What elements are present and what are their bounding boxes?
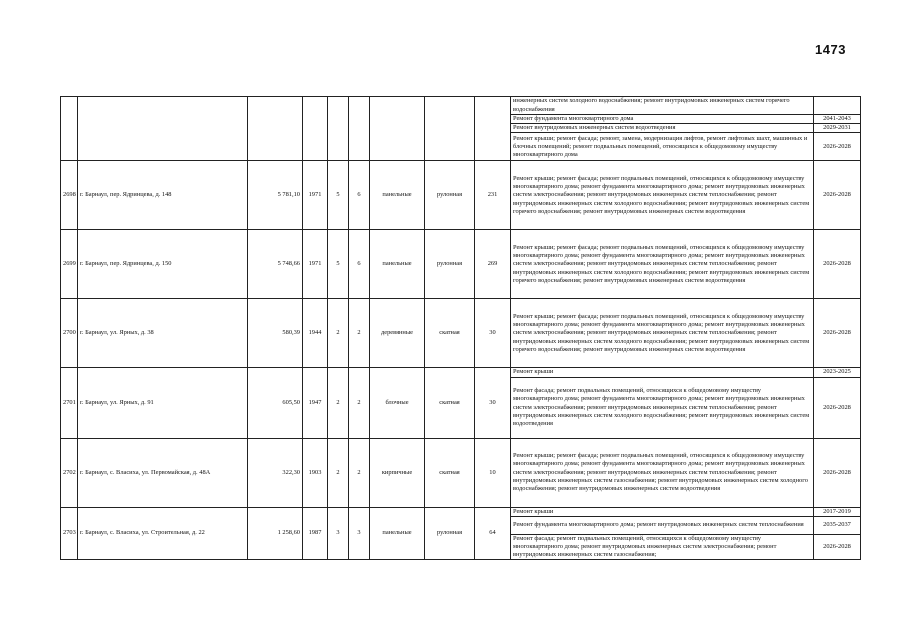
address-cell: г. Барнаул, с. Власиха, ул. Строительная, д. 22 [78, 507, 248, 560]
work-cell: Ремонт фундамента многоквартирного дома [511, 115, 814, 124]
entrances-cell: 2 [349, 368, 370, 438]
entrances-cell: 2 [349, 438, 370, 507]
empty-cell [475, 97, 511, 161]
wall-material-cell: деревянные [370, 299, 425, 368]
table-row [61, 368, 861, 377]
table-row [61, 438, 861, 507]
empty-cell [303, 97, 328, 161]
roof-type-cell: скатная [425, 368, 475, 438]
row-number: 2702 [61, 438, 78, 507]
area-cell: 1 258,60 [248, 507, 303, 560]
period-cell: 2041-2043 [814, 115, 861, 124]
row-number: 2698 [61, 161, 78, 230]
row-number: 2701 [61, 368, 78, 438]
area-cell: 580,39 [248, 299, 303, 368]
roof-type-cell: рулонная [425, 230, 475, 299]
year-cell: 1944 [303, 299, 328, 368]
wall-material-cell: панельные [370, 161, 425, 230]
empty-cell [78, 97, 248, 161]
period-cell: 2026-2028 [814, 299, 861, 368]
year-cell: 1987 [303, 507, 328, 560]
work-cell: Ремонт крыши; ремонт фасада; ремонт подвальных помещений, относящихся к общедомовому имуществу многоквартирного дома; ремонт фундамента многоквартирного дома; ремонт внутридомовых инженерных систем электроснабжения; ремонт внутридомовых инженерных систем теплоснабжения; ремонт внутридомовых инженерных систем холодного водоснабжения; ремонт внутридомовых инженерных систем горячего водоснабжения; ремонт внутридомовых инженерных систем водоотведения [511, 230, 814, 299]
roof-type-cell: рулонная [425, 507, 475, 560]
empty-cell [328, 97, 349, 161]
roof-type-cell: скатная [425, 438, 475, 507]
wall-material-cell: кирпичные [370, 438, 425, 507]
address-cell: г. Барнаул, пер. Ядринцева, д. 150 [78, 230, 248, 299]
year-cell: 1971 [303, 161, 328, 230]
entrances-cell: 6 [349, 161, 370, 230]
page-number: 1473 [815, 42, 846, 57]
period-cell: 2026-2028 [814, 230, 861, 299]
row-number: 2699 [61, 230, 78, 299]
work-cell: Ремонт крыши; ремонт фасада; ремонт подвальных помещений, относящихся к общедомовому имуществу многоквартирного дома; ремонт фундамента многоквартирного дома; ремонт внутридомовых инженерных систем электроснабжения; ремонт внутридомовых инженерных систем теплоснабжения; ремонт внутридомовых инженерных систем холодного водоснабжения; ремонт внутридомовых инженерных систем горячего водоснабжения; ремонт внутридомовых инженерных систем водоотведения [511, 161, 814, 230]
address-cell: г. Барнаул, ул. Ярных, д. 91 [78, 368, 248, 438]
floors-cell: 2 [328, 299, 349, 368]
residents-cell: 269 [475, 230, 511, 299]
area-cell: 322,30 [248, 438, 303, 507]
roof-type-cell: скатная [425, 299, 475, 368]
empty-cell [248, 97, 303, 161]
table-row [61, 507, 861, 516]
empty-cell [425, 97, 475, 161]
row-number: 2703 [61, 507, 78, 560]
period-cell: 2026-2028 [814, 438, 861, 507]
area-cell: 605,50 [248, 368, 303, 438]
period-cell [814, 97, 861, 115]
work-cell: Ремонт крыши; ремонт фасада; ремонт подвальных помещений, относящихся к общедомовому имуществу многоквартирного дома; ремонт фундамента многоквартирного дома; ремонт внутридомовых инженерных систем электроснабжения; ремонт внутридомовых инженерных систем теплоснабжения; ремонт внутридомовых инженерных систем холодного водоснабжения; ремонт внутридомовых инженерных систем горячего водоснабжения; ремонт внутридомовых инженерных систем водоотведения [511, 299, 814, 368]
row-number: 2700 [61, 299, 78, 368]
address-cell: г. Барнаул, с. Власиха, ул. Первомайская, д. 48А [78, 438, 248, 507]
wall-material-cell: панельные [370, 507, 425, 560]
area-cell: 5 748,66 [248, 230, 303, 299]
period-cell: 2026-2028 [814, 161, 861, 230]
work-cell: Ремонт фундамента многоквартирного дома; ремонт внутридомовых инженерных систем теплоснабжения [511, 516, 814, 534]
work-cell: Ремонт фасада; ремонт подвальных помещений, относящихся к общедомовому имуществу многоквартирного дома; ремонт внутридомовых инженерных систем электроснабжения; ремонт внутридомовых инженерных систем газоснабжения; [511, 534, 814, 560]
period-cell: 2026-2028 [814, 377, 861, 438]
work-cell: Ремонт крыши [511, 507, 814, 516]
entrances-cell: 2 [349, 299, 370, 368]
entrances-cell: 3 [349, 507, 370, 560]
work-cell: Ремонт фасада; ремонт подвальных помещений, относящихся к общедомовому имуществу многоквартирного дома; ремонт фундамента многоквартирного дома; ремонт внутридомовых инженерных систем электроснабжения; ремонт внутридомовых инженерных систем теплоснабжения; ремонт внутридомовых инженерных систем холодного водоснабжения; ремонт внутридомовых инженерных систем водоотведения [511, 377, 814, 438]
address-cell: г. Барнаул, ул. Ярных, д. 38 [78, 299, 248, 368]
address-cell: г. Барнаул, пер. Ядринцева, д. 148 [78, 161, 248, 230]
wall-material-cell: блочные [370, 368, 425, 438]
area-cell: 5 781,10 [248, 161, 303, 230]
residents-cell: 64 [475, 507, 511, 560]
period-cell: 2026-2028 [814, 534, 861, 560]
roof-type-cell: рулонная [425, 161, 475, 230]
residents-cell: 231 [475, 161, 511, 230]
table-row [61, 161, 861, 230]
empty-cell [349, 97, 370, 161]
empty-cell [61, 97, 78, 161]
floors-cell: 5 [328, 161, 349, 230]
capital-repair-table [60, 96, 861, 560]
year-cell: 1947 [303, 368, 328, 438]
table-row [61, 299, 861, 368]
year-cell: 1971 [303, 230, 328, 299]
table-row [61, 230, 861, 299]
residents-cell: 30 [475, 368, 511, 438]
empty-cell [370, 97, 425, 161]
period-cell: 2017-2019 [814, 507, 861, 516]
period-cell: 2023-2025 [814, 368, 861, 377]
work-cell: Ремонт крыши; ремонт фасада; ремонт, замена, модернизация лифтов, ремонт лифтовых шахт, машинных и блочных помещений; ремонт подвальных помещений, относящихся к общедомовому имуществу многоквартирного дома [511, 133, 814, 161]
residents-cell: 10 [475, 438, 511, 507]
floors-cell: 5 [328, 230, 349, 299]
work-cell: Ремонт внутридомовых инженерных систем водоотведения [511, 124, 814, 133]
entrances-cell: 6 [349, 230, 370, 299]
period-cell: 2026-2028 [814, 133, 861, 161]
floors-cell: 2 [328, 438, 349, 507]
wall-material-cell: панельные [370, 230, 425, 299]
floors-cell: 3 [328, 507, 349, 560]
residents-cell: 30 [475, 299, 511, 368]
table-row [61, 97, 861, 115]
period-cell: 2029-2031 [814, 124, 861, 133]
work-cell: Ремонт крыши; ремонт фасада; ремонт подвальных помещений, относящихся к общедомовому имуществу многоквартирного дома; ремонт фундамента многоквартирного дома; ремонт внутридомовых инженерных систем электроснабжения; ремонт внутридомовых инженерных систем теплоснабжения; ремонт внутридомовых инженерных систем газоснабжения; ремонт внутридомовых инженерных систем холодного водоснабжения; ремонт внутридомовых инженерных систем водоотведения [511, 438, 814, 507]
floors-cell: 2 [328, 368, 349, 438]
work-cell: Ремонт крыши [511, 368, 814, 377]
work-cell: инженерных систем холодного водоснабжения; ремонт внутридомовых инженерных систем горячего водоснабжения [511, 97, 814, 115]
period-cell: 2035-2037 [814, 516, 861, 534]
year-cell: 1903 [303, 438, 328, 507]
